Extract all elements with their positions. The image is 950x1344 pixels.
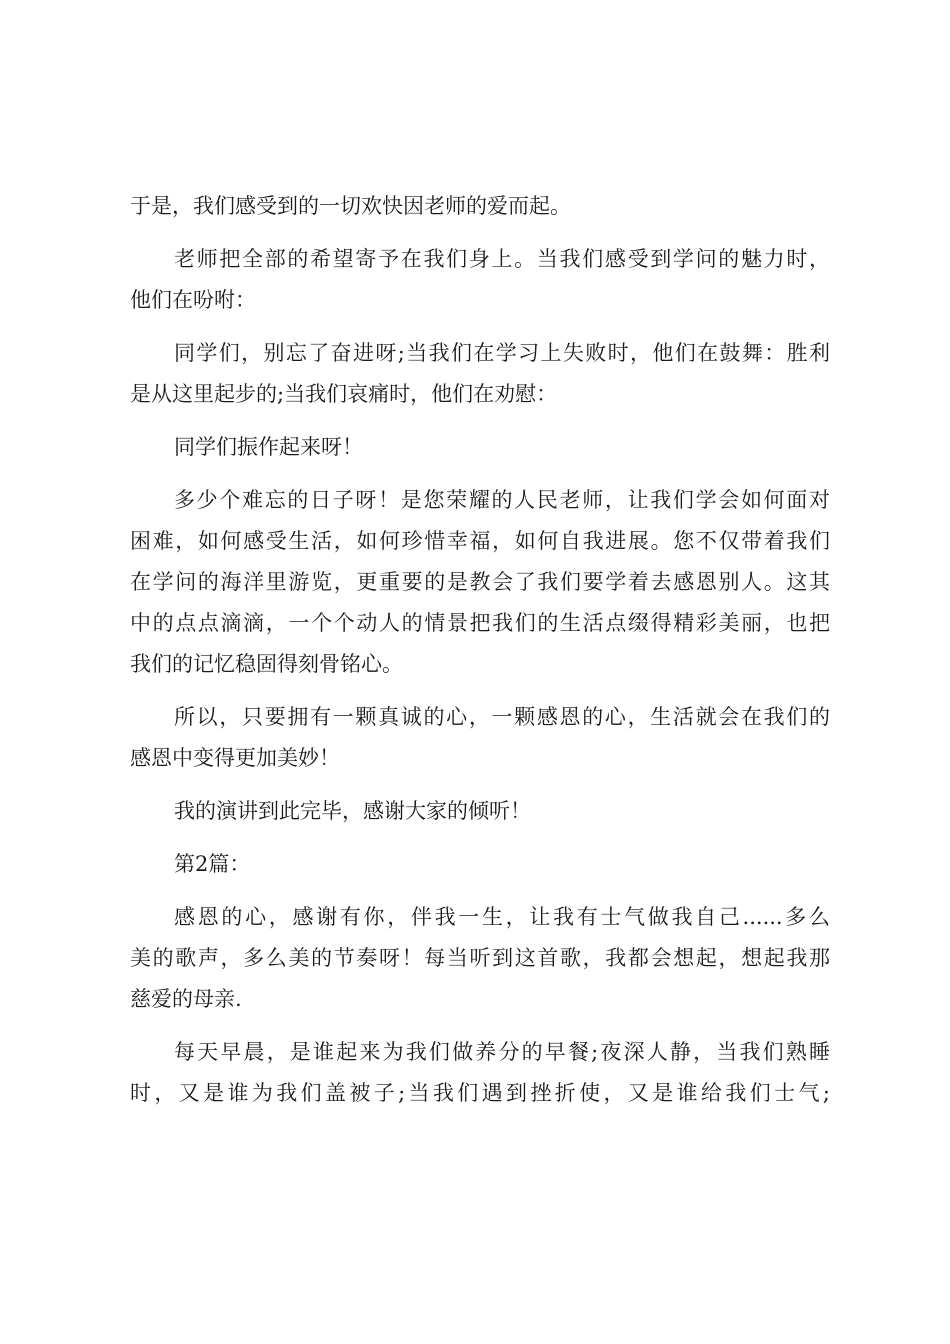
text-line: 中的点点滴滴，一个个动人的情景把我们的生活点缀得精彩美丽，也把 xyxy=(130,611,830,635)
text-line: 感恩的心，感谢有你，伴我一生，让我有士气做我自己......多么 xyxy=(174,905,830,929)
text-line: 所以，只要拥有一颗真诚的心，一颗感恩的心，生活就会在我们的 xyxy=(174,705,830,729)
document-body xyxy=(130,186,830,1114)
text-line: 慈爱的母亲. xyxy=(130,987,242,1011)
text-line: 同学们，别忘了奋进呀;当我们在学习上失败时，他们在鼓舞：胜利 xyxy=(174,341,830,365)
text-line: 每天早晨，是谁起来为我们做养分的早餐;夜深人静，当我们熟睡 xyxy=(174,1040,830,1064)
text-line: 我们的记忆稳固得刻骨铭心。 xyxy=(130,652,403,676)
text-line: 困难，如何感受生活，如何珍惜幸福，如何自我进展。您不仅带着我们 xyxy=(130,529,830,553)
text-line: 多少个难忘的日子呀！是您荣耀的人民老师，让我们学会如何面对 xyxy=(174,488,830,512)
text-line: 在学问的海洋里游览，更重要的是教会了我们要学着去感恩别人。这其 xyxy=(130,570,830,594)
text-line: 时，又是谁为我们盖被子;当我们遇到挫折使，又是谁给我们士气; xyxy=(130,1081,830,1105)
text-line: 他们在吩咐： xyxy=(130,288,256,312)
text-line: 同学们振作起来呀！ xyxy=(174,435,363,459)
section-heading: 第2篇： xyxy=(174,852,251,876)
text-line: 是从这里起步的;当我们哀痛时，他们在劝慰： xyxy=(130,382,558,406)
text-line: 我的演讲到此完毕，感谢大家的倾听！ xyxy=(174,799,531,823)
text-line: 美的歌声，多么美的节奏呀！每当听到这首歌，我都会想起，想起我那 xyxy=(130,946,830,970)
text-line: 于是，我们感受到的一切欢快因老师的爱而起。 xyxy=(130,194,571,218)
text-line: 老师把全部的希望寄予在我们身上。当我们感受到学问的魅力时， xyxy=(174,247,830,271)
text-line: 感恩中变得更加美妙！ xyxy=(130,746,340,770)
